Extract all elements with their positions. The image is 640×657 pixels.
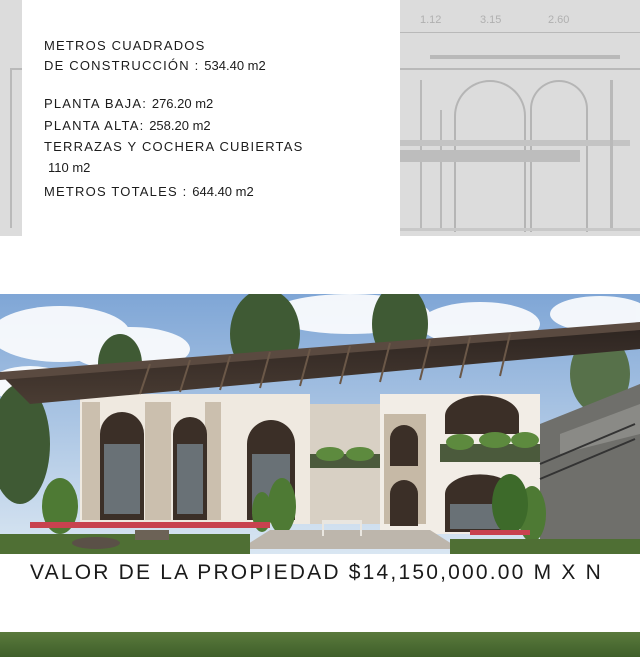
spec-planta-alta-value: 258.20 m2 (149, 118, 211, 133)
blueprint-dimension: 3.15 (480, 14, 502, 26)
spec-construction-value: 534.40 m2 (204, 58, 266, 73)
spec-terrazas-label: TERRAZAS Y COCHERA CUBIERTAS (44, 139, 304, 154)
house-render-illustration (0, 294, 640, 554)
spec-line-planta-baja (44, 96, 213, 111)
construction-info-card (22, 0, 400, 240)
blueprint-dimension: 1.12 (420, 14, 442, 26)
spec-line-construction (44, 58, 266, 73)
spec-line-planta-alta (44, 118, 211, 133)
price-value: $14,150,000.00 (348, 561, 526, 584)
spec-line-totales (44, 184, 254, 199)
grass-strip-bottom (0, 632, 640, 657)
spec-totales-value: 644.40 m2 (192, 184, 254, 199)
property-price (30, 561, 603, 585)
spec-construction-label: DE CONSTRUCCIÓN : (44, 58, 200, 73)
house-render-image (0, 294, 640, 554)
spec-planta-alta-label: PLANTA ALTA: (44, 118, 145, 133)
spec-planta-baja-value: 276.20 m2 (151, 96, 214, 111)
blueprint-dimension: 2.60 (548, 14, 570, 26)
spec-line-title: METROS CUADRADOS (44, 38, 206, 53)
spec-planta-baja-label: PLANTA BAJA: (44, 96, 148, 111)
spec-totales-label: METROS TOTALES : (44, 184, 188, 199)
spec-terrazas-value (48, 160, 90, 175)
spec-terrazas-value-text: 110 m2 (48, 160, 91, 175)
price-label: VALOR DE LA PROPIEDAD (30, 561, 341, 584)
price-currency: M X N (533, 561, 603, 584)
